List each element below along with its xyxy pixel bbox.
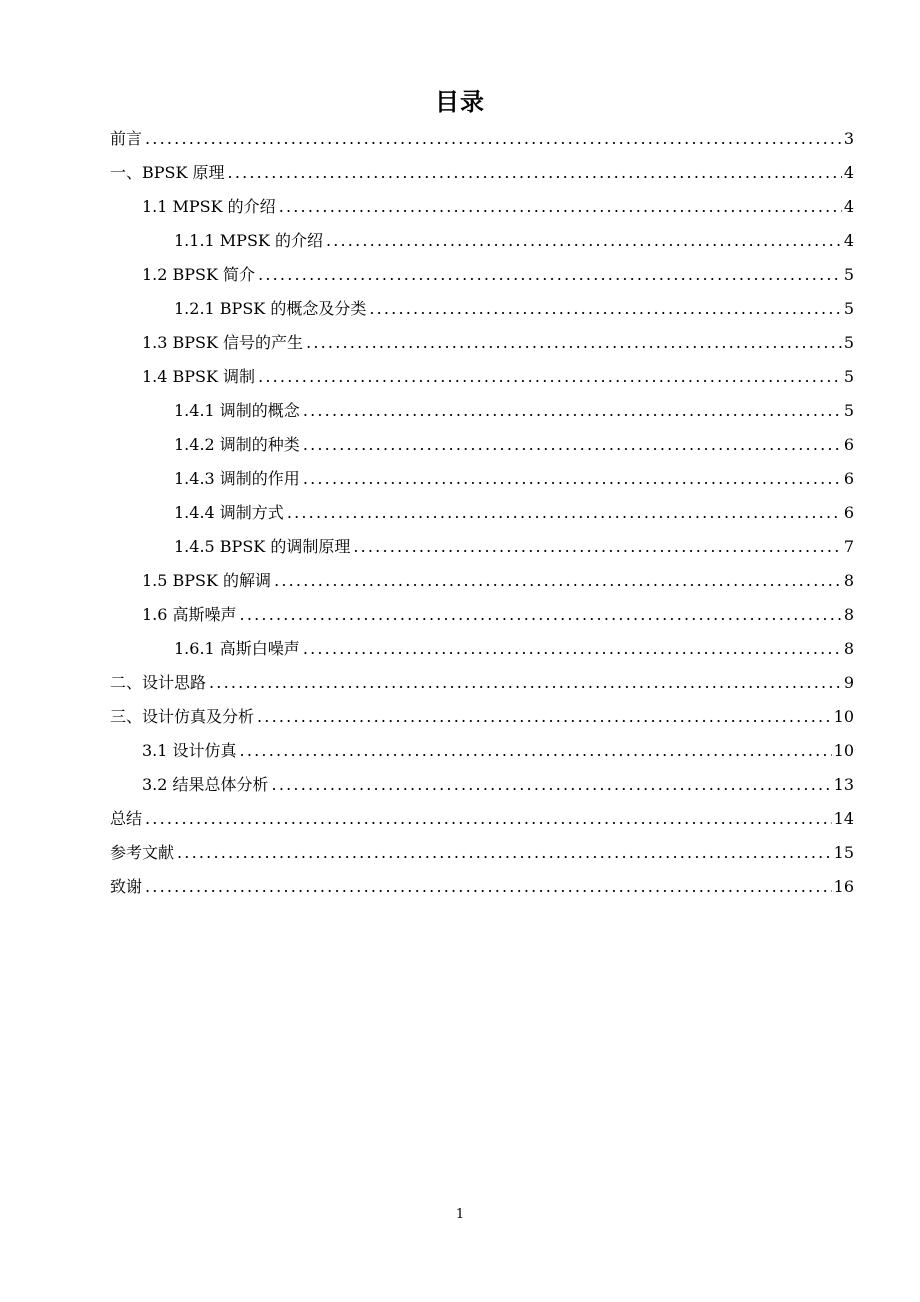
toc-entry-label: 1.4 BPSK 调制 (142, 367, 256, 386)
toc-dot-leader (353, 537, 841, 557)
toc-entry-3-1[interactable] (110, 734, 854, 768)
toc-entry-label: 前言 (110, 129, 143, 148)
toc-dot-leader (145, 129, 842, 149)
toc-entry-page: 3 (843, 129, 854, 148)
toc-entry-1-4-1[interactable] (110, 394, 854, 428)
toc-entry-page: 4 (843, 231, 854, 250)
toc-entry-label: 一、BPSK 原理 (110, 163, 225, 182)
toc-dot-leader (145, 809, 832, 829)
toc-entry-1-4-4[interactable] (110, 496, 854, 530)
toc-dot-leader (303, 639, 842, 659)
toc-entry-summary[interactable] (110, 802, 854, 836)
toc-dot-leader (257, 707, 832, 727)
toc-dot-leader (258, 367, 842, 387)
toc-dot-leader (303, 401, 842, 421)
toc-dot-leader (258, 265, 842, 285)
toc-entry-1-6-1[interactable] (110, 632, 854, 666)
toc-entry-page: 7 (843, 537, 854, 556)
page-footer-number: 1 (455, 1207, 465, 1222)
toc-entry-references[interactable] (110, 836, 854, 870)
toc-dot-leader (145, 877, 832, 897)
toc-entry-chapter-2[interactable] (110, 666, 854, 700)
toc-entry-label: 1.6.1 高斯白噪声 (174, 639, 300, 658)
toc-entry-page: 5 (843, 299, 854, 318)
toc-entry-3-2[interactable] (110, 768, 854, 802)
toc-dot-leader (303, 469, 842, 489)
toc-entry-label: 3.1 设计仿真 (142, 741, 237, 760)
toc-entry-label: 1.2.1 BPSK 的概念及分类 (174, 299, 367, 318)
toc-entry-page: 8 (843, 571, 854, 590)
toc-entry-label: 1.4.3 调制的作用 (174, 469, 300, 488)
toc-entry-label: 致谢 (110, 877, 143, 896)
toc-entry-1-4-2[interactable] (110, 428, 854, 462)
toc-dot-leader (240, 605, 842, 625)
toc-entry-page: 14 (833, 809, 854, 828)
toc-entry-page: 13 (833, 775, 854, 794)
toc-dot-leader (287, 503, 842, 523)
toc-entry-label: 总结 (110, 809, 143, 828)
toc-entry-page: 5 (843, 265, 854, 284)
toc-entry-chapter-3[interactable] (110, 700, 854, 734)
toc-entry-1-2-1[interactable] (110, 292, 854, 326)
toc-entry-page: 10 (833, 707, 854, 726)
toc-entry-label: 1.1.1 MPSK 的介绍 (174, 231, 323, 250)
toc-entry-label: 参考文献 (110, 843, 175, 862)
page-title: 目录 (435, 88, 485, 116)
toc-entry-1-1-1[interactable] (110, 224, 854, 258)
toc-entry-label: 1.5 BPSK 的解调 (142, 571, 272, 590)
toc-dot-leader (303, 435, 842, 455)
toc-entry-label: 1.4.1 调制的概念 (174, 401, 300, 420)
toc-entry-1-2[interactable] (110, 258, 854, 292)
toc-entry-label: 1.6 高斯噪声 (142, 605, 237, 624)
toc-entry-page: 4 (843, 197, 854, 216)
toc-entry-1-4-3[interactable] (110, 462, 854, 496)
table-of-contents (110, 122, 854, 904)
toc-entry-1-6[interactable] (110, 598, 854, 632)
toc-entry-preface[interactable] (110, 122, 854, 156)
toc-entry-1-4-5[interactable] (110, 530, 854, 564)
toc-dot-leader (272, 775, 832, 795)
toc-entry-label: 1.3 BPSK 信号的产生 (142, 333, 304, 352)
toc-entry-label: 二、设计思路 (110, 673, 207, 692)
toc-entry-page: 6 (843, 435, 854, 454)
toc-entry-1-1[interactable] (110, 190, 854, 224)
toc-entry-label: 1.2 BPSK 简介 (142, 265, 256, 284)
toc-dot-leader (274, 571, 842, 591)
toc-entry-chapter-1[interactable] (110, 156, 854, 190)
toc-entry-page: 5 (843, 367, 854, 386)
toc-entry-page: 6 (843, 503, 854, 522)
toc-entry-label: 1.4.4 调制方式 (174, 503, 284, 522)
toc-dot-leader (177, 843, 832, 863)
toc-dot-leader (279, 197, 842, 217)
toc-entry-page: 4 (843, 163, 854, 182)
toc-entry-page: 16 (833, 877, 854, 896)
toc-entry-page: 8 (843, 605, 854, 624)
toc-entry-label: 1.1 MPSK 的介绍 (142, 197, 276, 216)
toc-entry-1-3[interactable] (110, 326, 854, 360)
toc-entry-page: 6 (843, 469, 854, 488)
toc-entry-page: 8 (843, 639, 854, 658)
toc-dot-leader (228, 163, 842, 183)
toc-entry-label: 1.4.2 调制的种类 (174, 435, 300, 454)
toc-dot-leader (326, 231, 842, 251)
toc-entry-page: 5 (843, 401, 854, 420)
toc-dot-leader (209, 673, 842, 693)
toc-entry-page: 5 (843, 333, 854, 352)
toc-entry-1-4[interactable] (110, 360, 854, 394)
toc-entry-label: 三、设计仿真及分析 (110, 707, 255, 726)
toc-entry-label: 1.4.5 BPSK 的调制原理 (174, 537, 351, 556)
toc-dot-leader (369, 299, 841, 319)
toc-dot-leader (306, 333, 842, 353)
toc-entry-page: 15 (833, 843, 854, 862)
toc-entry-label: 3.2 结果总体分析 (142, 775, 269, 794)
toc-entry-1-5[interactable] (110, 564, 854, 598)
toc-entry-page: 9 (843, 673, 854, 692)
toc-entry-page: 10 (833, 741, 854, 760)
toc-dot-leader (240, 741, 832, 761)
toc-entry-acknowledgements[interactable] (110, 870, 854, 904)
